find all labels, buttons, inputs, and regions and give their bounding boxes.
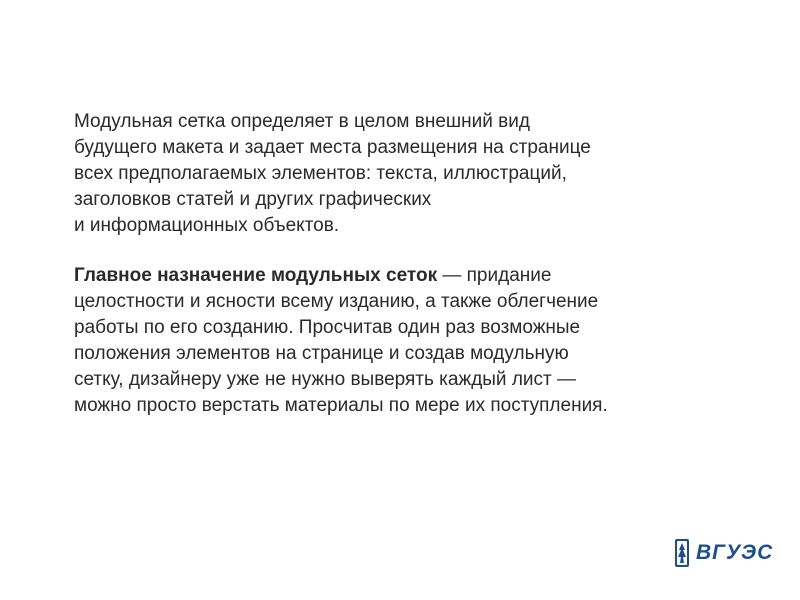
text-line: сетку, дизайнеру уже не нужно выверять каждый лист — — [74, 369, 577, 390]
text-line: Модульная сетка определяет в целом внешний вид — [74, 111, 530, 132]
university-emblem-icon — [674, 538, 690, 568]
paragraph-grid-purpose — [74, 263, 724, 419]
text-line: заголовков статей и других графических — [74, 189, 432, 210]
paragraph-grid-definition — [74, 109, 724, 239]
slide-body — [74, 109, 724, 419]
university-logo — [674, 536, 773, 570]
text-line: целостности и ясности всему изданию, а также облегчение — [74, 291, 599, 312]
text-line: всех предполагаемых элементов: текста, иллюстраций, — [74, 163, 567, 184]
text-line: и информационных объектов. — [74, 215, 340, 236]
text-line: работы по его созданию. Просчитав один раз возможные — [74, 317, 581, 338]
text-line: положения элементов на странице и создав модульную — [74, 343, 569, 364]
logo-text: ВГУЭС — [696, 541, 774, 564]
text-line: можно просто верстать материалы по мере их поступления. — [74, 395, 608, 416]
lead-continuation: — придание — [437, 265, 552, 286]
text-line-lead — [74, 263, 724, 289]
text-line: будущего макета и задает места размещения на странице — [74, 137, 591, 158]
bold-lead-phrase: Главное назначение модульных сеток — [74, 265, 438, 286]
